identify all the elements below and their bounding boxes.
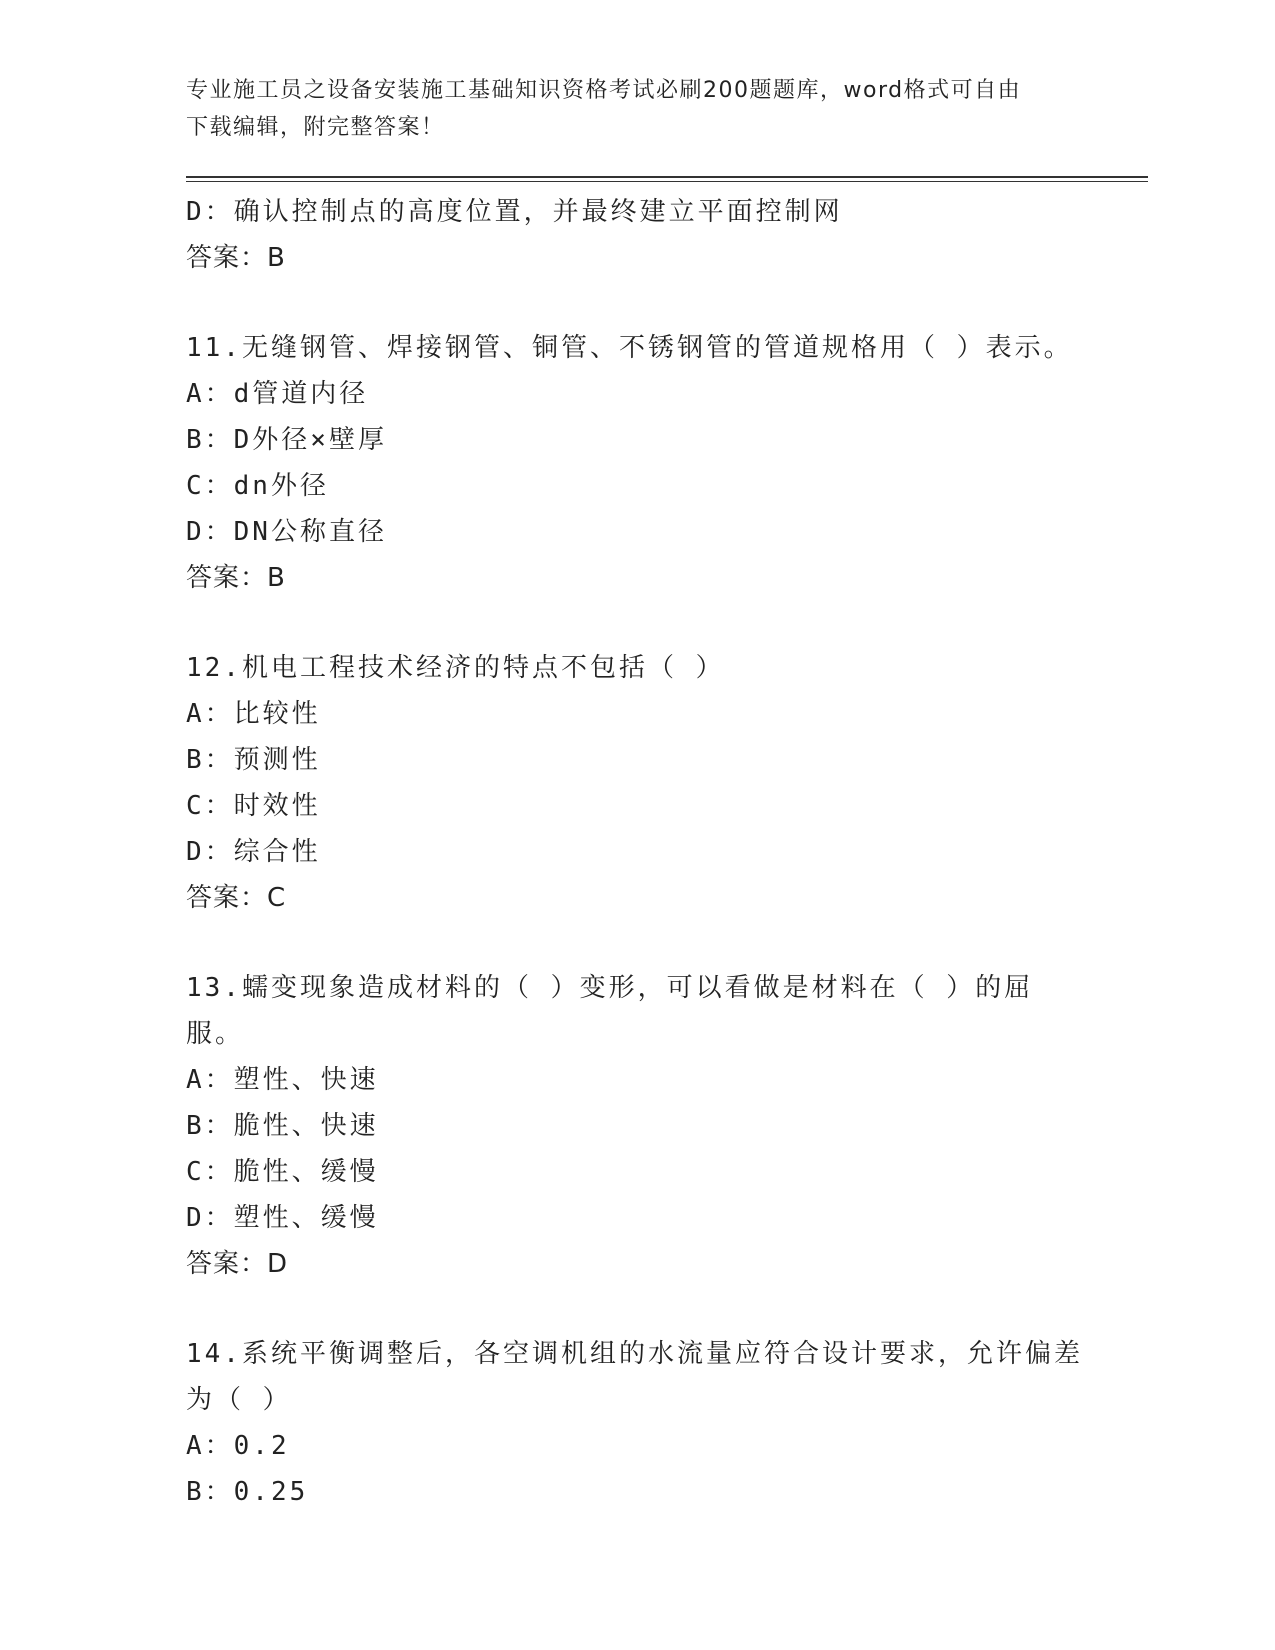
option-c: C：脆性、缓慢 — [186, 1157, 379, 1187]
option-d: D：综合性 — [186, 837, 321, 867]
question-14 — [186, 1331, 1086, 1515]
answer: 答案：C — [186, 883, 287, 913]
question-text: 12.机电工程技术经济的特点不包括（ ） — [186, 653, 725, 683]
question-list — [186, 189, 1086, 1515]
option-b: B：预测性 — [186, 745, 321, 775]
spacer — [186, 281, 1086, 325]
option-a: A：比较性 — [186, 699, 321, 729]
option-a: A：塑性、快速 — [186, 1065, 379, 1095]
question-text: 13.蠕变现象造成材料的（ ）变形，可以看做是材料在（ ）的屈服。 — [186, 973, 1034, 1049]
document-header — [186, 72, 1086, 146]
header-title-line-1: 专业施工员之设备安装施工基础知识资格考试必刷200题题库，word格式可自由 — [186, 78, 1022, 103]
header-rule-thin — [186, 181, 1148, 182]
option-d: D：DN公称直径 — [186, 517, 387, 547]
option-b: B：D外径×壁厚 — [186, 425, 387, 455]
option-a: A：0.2 — [186, 1431, 290, 1461]
answer: 答案：B — [186, 563, 286, 593]
option-c: C：dn外径 — [186, 471, 329, 501]
header-rule-thick — [186, 176, 1148, 178]
question-text: 11.无缝钢管、焊接钢管、铜管、不锈钢管的管道规格用（ ）表示。 — [186, 333, 1073, 363]
option-d: D：塑性、缓慢 — [186, 1203, 379, 1233]
spacer — [186, 1287, 1086, 1331]
spacer — [186, 921, 1086, 965]
option-d: D：确认控制点的高度位置，并最终建立平面控制网 — [186, 197, 843, 227]
question-10-tail — [186, 189, 1086, 281]
header-title-line-2: 下载编辑，附完整答案！ — [186, 115, 445, 140]
question-text: 14.系统平衡调整后，各空调机组的水流量应符合设计要求，允许偏差为（ ） — [186, 1339, 1083, 1415]
question-13 — [186, 965, 1086, 1287]
option-b: B：0.25 — [186, 1477, 309, 1507]
question-12 — [186, 645, 1086, 921]
answer: 答案：D — [186, 1249, 289, 1279]
spacer — [186, 601, 1086, 645]
option-c: C：时效性 — [186, 791, 321, 821]
option-a: A：d管道内径 — [186, 379, 369, 409]
question-11 — [186, 325, 1086, 601]
option-b: B：脆性、快速 — [186, 1111, 379, 1141]
answer: 答案：B — [186, 243, 286, 273]
